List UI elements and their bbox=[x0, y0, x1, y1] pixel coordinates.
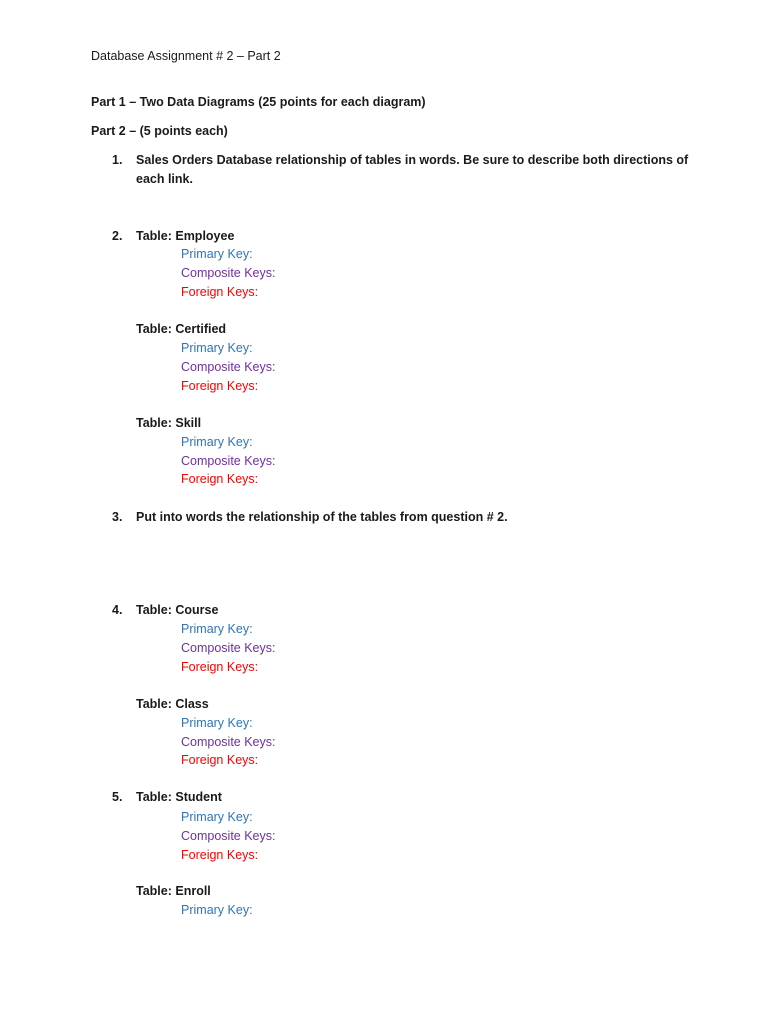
class-foreign-keys-label: Foreign Keys: bbox=[181, 753, 259, 767]
table-class-heading: Table: Class bbox=[136, 697, 209, 711]
question-1-text-line2: each link. bbox=[136, 172, 193, 186]
table-skill-heading: Table: Skill bbox=[136, 416, 202, 430]
question-3-number: 3. bbox=[112, 510, 123, 524]
course-composite-keys-label: Composite Keys: bbox=[181, 641, 276, 655]
question-3-text: Put into words the relationship of the tables from question # 2. bbox=[136, 510, 508, 524]
skill-primary-key-label: Primary Key: bbox=[181, 435, 253, 449]
employee-composite-keys-label: Composite Keys: bbox=[181, 266, 276, 280]
question-1-text-line1: Sales Orders Database relationship of tables in words. Be sure to describe both directions of bbox=[136, 153, 689, 167]
question-4-number: 4. bbox=[112, 603, 123, 617]
part2-heading: Part 2 – (5 points each) bbox=[91, 124, 228, 138]
table-certified-heading: Table: Certified bbox=[136, 322, 227, 336]
enroll-primary-key-label: Primary Key: bbox=[181, 903, 253, 917]
document-title: Database Assignment # 2 – Part 2 bbox=[91, 49, 281, 63]
course-foreign-keys-label: Foreign Keys: bbox=[181, 660, 259, 674]
table-student-heading: Table: Student bbox=[136, 790, 222, 804]
question-5-number: 5. bbox=[112, 790, 123, 804]
skill-composite-keys-label: Composite Keys: bbox=[181, 454, 276, 468]
question-2-number: 2. bbox=[112, 229, 123, 243]
student-composite-keys-label: Composite Keys: bbox=[181, 829, 276, 843]
employee-foreign-keys-label: Foreign Keys: bbox=[181, 285, 259, 299]
certified-composite-keys-label: Composite Keys: bbox=[181, 360, 276, 374]
course-primary-key-label: Primary Key: bbox=[181, 622, 253, 636]
class-primary-key-label: Primary Key: bbox=[181, 716, 253, 730]
certified-foreign-keys-label: Foreign Keys: bbox=[181, 379, 259, 393]
student-foreign-keys-label: Foreign Keys: bbox=[181, 848, 259, 862]
certified-primary-key-label: Primary Key: bbox=[181, 341, 253, 355]
part1-heading: Part 1 – Two Data Diagrams (25 points for each diagram) bbox=[91, 95, 426, 109]
table-course-heading: Table: Course bbox=[136, 603, 219, 617]
student-primary-key-label: Primary Key: bbox=[181, 810, 253, 824]
question-1-number: 1. bbox=[112, 153, 123, 167]
skill-foreign-keys-label: Foreign Keys: bbox=[181, 472, 259, 486]
table-employee-heading: Table: Employee bbox=[136, 229, 235, 243]
table-enroll-heading: Table: Enroll bbox=[136, 884, 211, 898]
class-composite-keys-label: Composite Keys: bbox=[181, 735, 276, 749]
employee-primary-key-label: Primary Key: bbox=[181, 247, 253, 261]
